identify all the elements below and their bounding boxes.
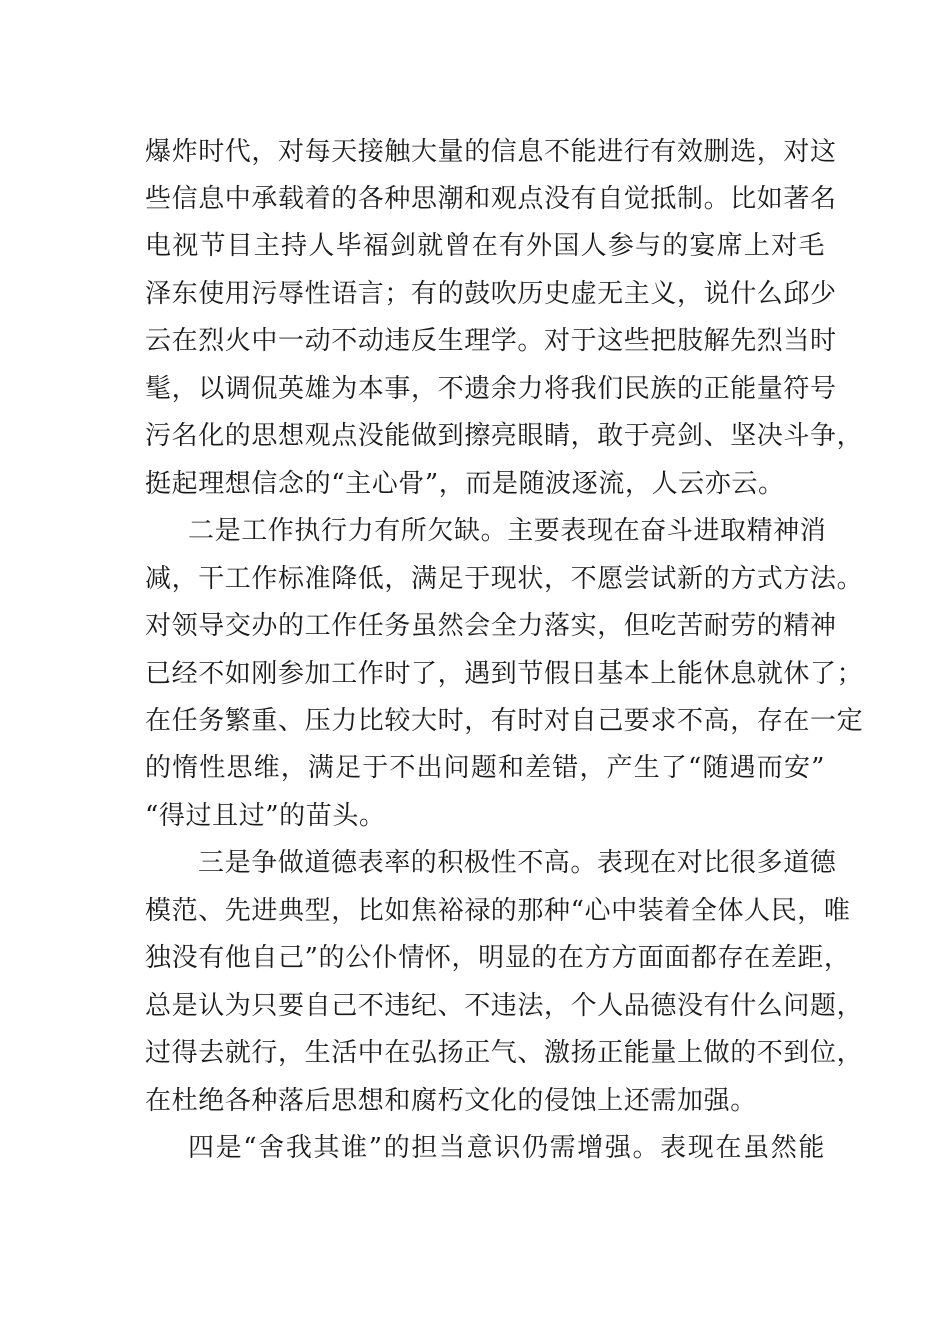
text-line-14: 的惰性思维，满足于不出问题和差错，产生了“随遇而安” <box>145 753 825 783</box>
text-line-10: 减，干工作标准降低，满足于现状，不愿尝试新的方式方法。 <box>145 564 864 594</box>
text-line-12: 已经不如刚参加工作时了，遇到节假日基本上能休息就休了； <box>145 659 864 689</box>
text-line-20: 过得去就行，生活中在弘扬正气、激扬正能量上做的不到位， <box>145 1038 864 1068</box>
text-line-17: 模范、先进典型，比如焦裕禄的那种“心中装着全体人民，唯 <box>145 896 851 926</box>
paragraph-3-first-line: 三是争做道德表率的积极性不高。表现在对比很多道德 <box>198 848 837 878</box>
text-line-6: 髦，以调侃英雄为本事，不遗余力将我们民族的正能量符号 <box>145 374 837 404</box>
paragraph-4-first-line: 四是“舍我其谁”的担当意识仍需增强。表现在虽然能 <box>188 1133 825 1163</box>
text-line-19: 总是认为只要自己不违纪、不违法，个人品德没有什么问题， <box>145 991 864 1021</box>
text-line-5: 云在烈火中一动不动违反生理学。对于这些把肢解先烈当时 <box>145 326 837 356</box>
text-line-4: 泽东使用污辱性语言；有的鼓吹历史虚无主义，说什么邱少 <box>145 279 837 309</box>
text-line-15: “得过且过”的苗头。 <box>145 801 386 831</box>
text-line-11: 对领导交办的工作任务虽然会全力落实，但吃苦耐劳的精神 <box>145 611 837 641</box>
text-line-7: 污名化的思想观点没能做到擦亮眼睛，敢于亮剑、坚决斗争， <box>145 421 864 451</box>
text-line-18: 独没有他自己”的公仆情怀，明显的在方方面面都存在差距， <box>145 943 851 973</box>
paragraph-2-first-line: 二是工作执行力有所欠缺。主要表现在奋斗进取精神消 <box>188 516 827 546</box>
text-line-13: 在任务繁重、压力比较大时，有时对自己要求不高，存在一定 <box>145 706 864 736</box>
text-line-3: 电视节目主持人毕福剑就曾在有外国人参与的宴席上对毛 <box>145 231 825 261</box>
text-line-2: 些信息中承载着的各种思潮和观点没有自觉抵制。比如著名 <box>145 184 837 214</box>
text-line-8: 挺起理想信念的“主心骨”，而是随波逐流，人云亦云。 <box>145 469 785 499</box>
text-line-1: 爆炸时代，对每天接触大量的信息不能进行有效删选，对这 <box>145 137 837 167</box>
text-line-21: 在杜绝各种落后思想和腐朽文化的侵蚀上还需加强。 <box>145 1086 757 1116</box>
